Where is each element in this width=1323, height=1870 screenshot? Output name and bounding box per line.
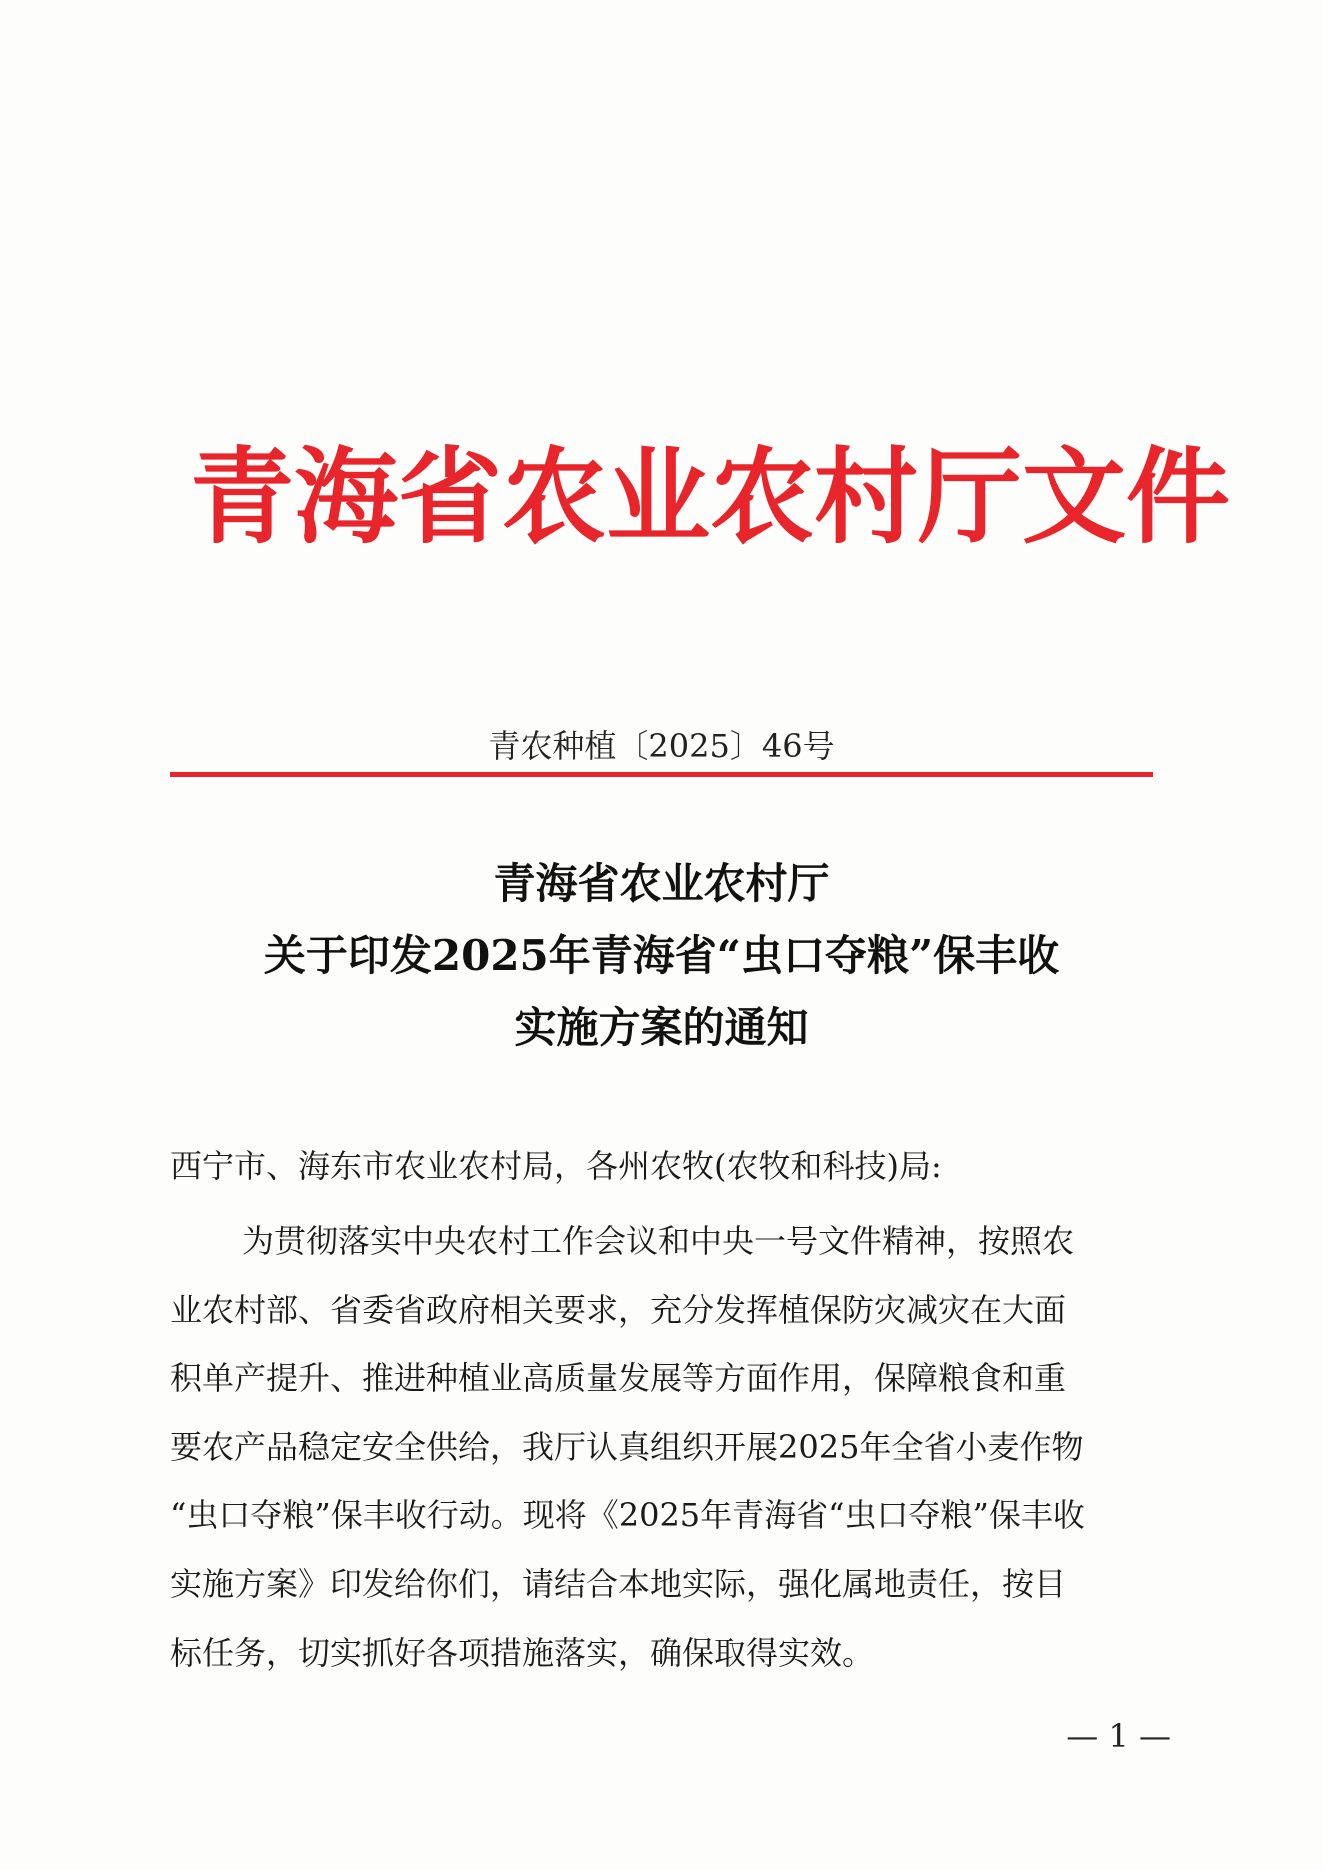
- body-line: 业农村部、省委省政府相关要求，充分发挥植保防灾减灾在大面: [170, 1290, 1067, 1329]
- masthead-title: 青海省农业农村厅文件: [190, 436, 1231, 558]
- page-number: — 1 —: [1066, 1717, 1171, 1755]
- body-line: 积单产提升、推进种植业高质量发展等方面作用，保障粮食和重: [170, 1359, 1067, 1398]
- document-number: 青农种植〔2025〕46号: [488, 727, 835, 765]
- red-separator-line: [170, 772, 1153, 777]
- salutation: 西宁市、海东市农业农村局，各州农牧(农牧和科技)局:: [170, 1147, 942, 1185]
- body-line: “虫口夺粮”保丰收行动。现将《2025年青海省“虫口夺粮”保丰收: [170, 1496, 1085, 1535]
- document-title: [170, 848, 1153, 1064]
- body-line: 为贯彻落实中央农村工作会议和中央一号文件精神，按照农: [242, 1222, 1075, 1260]
- body-paragraph: [170, 1207, 1170, 1687]
- body-line: 要农产品稳定安全供给，我厅认真组织开展2025年全省小麦作物: [170, 1427, 1084, 1466]
- body-line: 标任务，切实抓好各项措施落实，确保取得实效。: [170, 1633, 875, 1672]
- title-line-2: 关于印发2025年青海省“虫口夺粮”保丰收: [263, 931, 1060, 980]
- body-line: 实施方案》印发给你们，请结合本地实际，强化属地责任，按目: [170, 1564, 1067, 1603]
- title-line-3: 实施方案的通知: [514, 1003, 809, 1052]
- title-line-1: 青海省农业农村厅: [493, 859, 830, 908]
